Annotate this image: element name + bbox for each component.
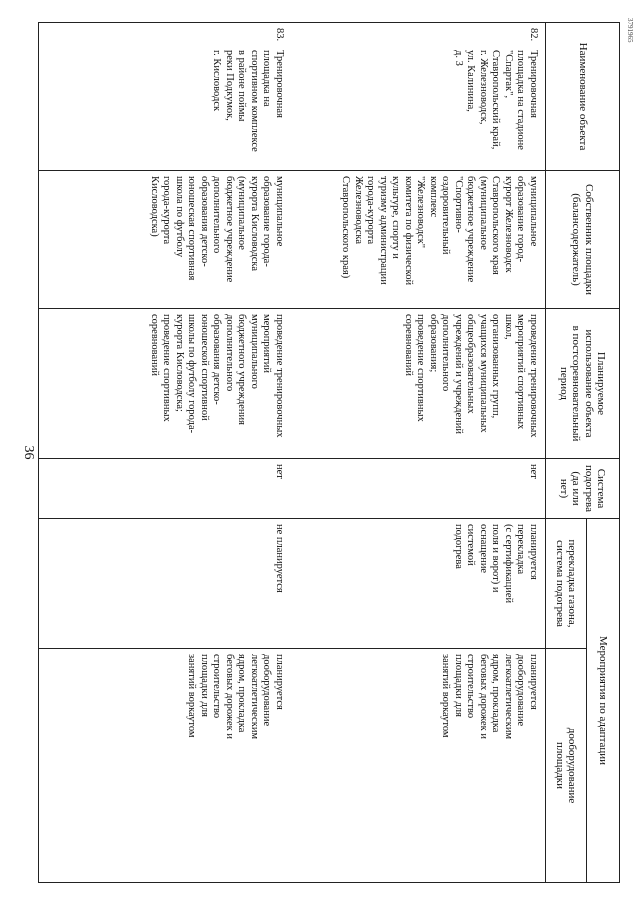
facility-name: Тренировочная площадка на стадионе "Спартак", Ставропольский край, г. Железноводск, ул. Калинина, д. 3 (453, 50, 539, 150)
header-owner: Собственник площадки (балансодержатель) (546, 171, 620, 309)
extra-text: планируется дооборудование легкоатлетическим ядром, прокладка беговых дорожек и строительство площадки для занятий воркаутом (440, 654, 539, 740)
cell-owner: муниципальное образование город- курорт Железноводск Ставропольского края (муниципальное бюджетное учреждение "Спортивно- оздоровительный комплекс "Железноводск" комитета по физической культуре, спорту и туризму администрации города-курорта Железноводска Ставропольского края) (291, 171, 546, 309)
cell-name (39, 23, 292, 171)
cell-owner: муниципальное образование города- курорта Кисловодска (муниципальное бюджетное учреждение дополнительного образования детско- юношеская спортивная школа по футболу города-курорта Кисловодска) (39, 171, 292, 309)
facilities-table (38, 22, 620, 883)
table-row (39, 23, 292, 883)
table-row (291, 23, 546, 883)
cell-lawn: планируется перекладка (с сертификацией поля и ворот) и оснащение системой подогрева (291, 519, 546, 649)
cell-use: проведение тренировочных мероприятий спортивных школ, организованных групп, учащихся муниципальных общеобразовательных учреждений и учреждений дополнительного образования; проведение спортивных соревнований (291, 309, 546, 459)
cell-lawn: не планируется (39, 519, 292, 649)
cell-use: проведение тренировочных мероприятий муниципального бюджетного учреждения дополнительного образования детско- юношеской спортивной школы по футболу города- курорта Кисловодска; проведение спортивных соревнований (39, 309, 292, 459)
header-lawn: перекладка газона, система подогрева (546, 519, 587, 649)
cell-heating: нет (291, 459, 546, 519)
extra-text: планируется дооборудование легкоатлетическим ядром, прокладка беговых дорожек и строительство площадки для занятий воркаутом (186, 654, 285, 740)
document-code: 3791965 (626, 18, 634, 43)
header-name: Наименование объекта (546, 23, 620, 171)
cell-heating: нет (39, 459, 292, 519)
header-use: Планируемое использование объекта в постсоревновательный период (546, 309, 620, 459)
page-number: 36 (21, 445, 36, 460)
cell-name (291, 23, 546, 171)
row-number: 82. (528, 28, 539, 42)
header-heating: Система подогрева (да или нет) (546, 459, 620, 519)
cell-extra (291, 649, 546, 883)
header-measures: Мероприятия по адаптации (587, 519, 620, 883)
header-extra: дооборудование площадки (546, 649, 587, 883)
row-number: 83. (274, 28, 285, 42)
facility-name: Тренировочная площадка на спортивном комплексе в районе поймы реки Подкумок, г. Кисловодск (211, 50, 285, 152)
cell-extra (39, 649, 292, 883)
table-header-row (587, 23, 620, 883)
